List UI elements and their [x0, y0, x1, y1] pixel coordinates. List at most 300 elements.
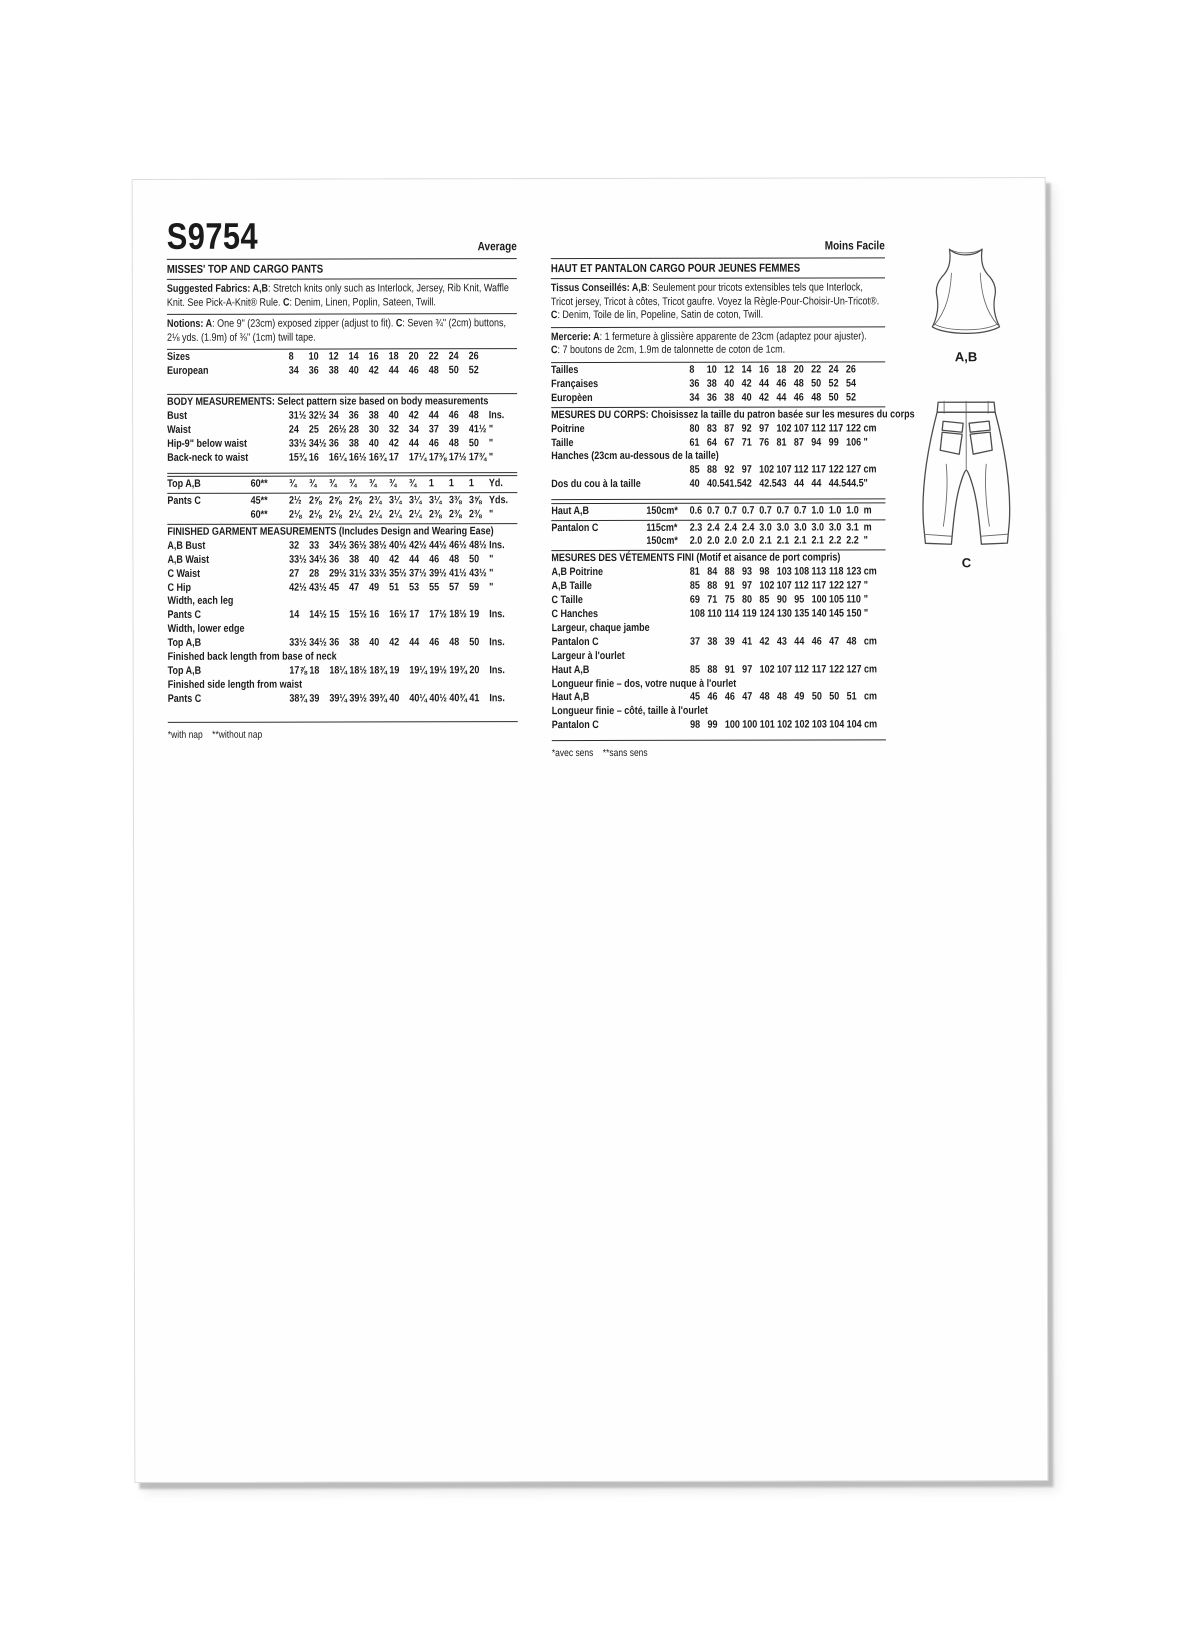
body-text: : Denim, Linen, Poplin, Sateen, Twill. [289, 295, 436, 309]
row-label: Waist [167, 423, 191, 436]
cell-value: 88 [707, 579, 718, 592]
section-header: Width, each leg [167, 595, 234, 608]
unit-label: " [488, 451, 494, 464]
section-header: Finished side length from waist [167, 678, 303, 691]
cell-value: 27 [289, 567, 300, 580]
body-text: : Stretch knits only such as Interlock, Jersey, Rib Knit, Waffle Knit. See Pick-A-Knit® Rule. [166, 282, 509, 309]
cell-value: 98 [690, 718, 701, 732]
cell-value: 3⅜ [448, 494, 462, 507]
cell-value: 61 [689, 436, 700, 449]
cell-value: 92 [741, 422, 752, 435]
finished-garment-table-fr [551, 551, 885, 734]
cell-value: 94 [811, 436, 822, 449]
cell-value: 105 [828, 593, 845, 606]
section-header: MESURES DU CORPS: Choisissez la taille du patron basée sur les mesures du corps [551, 408, 915, 421]
body-measurements-table-fr [551, 407, 915, 493]
unit-label: " [489, 566, 494, 579]
cell-value: 2¼ [388, 508, 402, 521]
cell-value: 44 [388, 364, 399, 377]
cell-value: 25 [308, 423, 319, 436]
cell-value: 127 [846, 463, 862, 476]
row-sub-label [647, 594, 690, 608]
cell-value: 34½ [329, 539, 347, 552]
cell-value: 97 [741, 463, 752, 476]
cell-value: 100 [811, 593, 827, 606]
cell-value: 48 [777, 690, 788, 704]
cell-value: 40 [741, 391, 752, 404]
section-header: Hanches (23cm au-dessous de la taille) [551, 450, 719, 463]
bold-lead-in: Tissus Conseillés: A,B [550, 281, 648, 295]
cell-value: 22 [811, 363, 822, 376]
row-label: Françaises [551, 377, 599, 390]
cell-value: 44 [793, 477, 804, 490]
cell-value: 3¼ [408, 494, 422, 507]
cell-value: 32½ [308, 409, 327, 422]
cell-value: 104 [846, 718, 862, 731]
cell-value: 24 [288, 423, 299, 436]
table-row [551, 391, 885, 406]
cell-value: 103 [811, 718, 827, 731]
row-label: A,B Poitrine [551, 566, 603, 579]
cell-value: 59 [469, 580, 480, 593]
section-header: Finished back length from base of neck [167, 650, 337, 663]
cell-value: 83 [706, 422, 717, 435]
unit-label [489, 351, 517, 365]
cell-value: 26 [468, 350, 479, 363]
cell-value: 12 [724, 363, 735, 376]
cell-value: 41.5 [724, 477, 742, 490]
yardage-top-table [167, 476, 517, 493]
cell-value: 104 [829, 718, 845, 731]
garment-title-fr: HAUT ET PANTALON CARGO POUR JEUNES FEMMES [550, 262, 801, 275]
cell-value: 91 [724, 663, 735, 676]
table-row [551, 580, 885, 595]
cell-value: 43 [776, 635, 787, 648]
row-sub-label [251, 692, 289, 706]
cell-value: 41½ [468, 423, 487, 436]
row-label: Pantalon C [551, 635, 599, 648]
cell-value: 17 [409, 608, 420, 621]
cell-value: 124 [759, 607, 775, 620]
table-row [167, 581, 517, 596]
row-label: Pantalon C [551, 719, 599, 732]
table-row [552, 663, 886, 678]
cell-value: 36 [308, 364, 319, 377]
cell-value: 71 [741, 436, 752, 449]
cell-value: 47 [742, 691, 753, 704]
cell-value: 40¼ [409, 692, 427, 705]
section-header: Largeur, chaque jambe [551, 621, 650, 634]
cell-value: 1.0 [811, 504, 824, 517]
cell-value: 2.1 [776, 535, 790, 548]
cell-value: 122 [829, 663, 845, 676]
unit-label: " [863, 593, 869, 606]
cell-value: ¾ [408, 477, 417, 490]
suggested-fabrics-text [167, 279, 517, 314]
row-sub-label [646, 464, 689, 478]
table-row [168, 609, 518, 624]
cell-value: 34½ [309, 636, 327, 649]
row-label: A,B Waist [167, 553, 210, 566]
row-label: C Waist [167, 567, 201, 580]
cell-value: 117 [811, 663, 827, 676]
cell-value: 0.7 [741, 504, 755, 517]
cell-value: 31½ [349, 567, 367, 580]
cell-value: 71 [707, 593, 718, 606]
cell-value: 130 [776, 607, 792, 620]
row-sub-label [646, 566, 689, 580]
cell-value: 122 [828, 579, 845, 592]
row-label [167, 509, 250, 523]
cell-value: 41 [742, 635, 753, 648]
cell-value: 17½ [429, 608, 447, 621]
cell-value: 40 [368, 437, 379, 450]
cell-value: 0.7 [759, 504, 772, 517]
cell-value: 3.0 [759, 521, 772, 534]
cell-value: 44 [409, 636, 420, 649]
cell-value: 46 [428, 437, 439, 450]
cell-value: 3.0 [811, 521, 824, 534]
cell-value: 107 [776, 463, 792, 476]
cell-value: 39½ [429, 566, 447, 579]
cell-value: 44 [811, 477, 822, 490]
cell-value: 16 [758, 363, 769, 376]
row-label: Taille [551, 436, 574, 449]
cell-value: 40 [348, 364, 359, 377]
cell-value: 51 [846, 690, 857, 703]
unit-label: Ins. [489, 636, 505, 649]
table-row [551, 566, 885, 581]
racerback-top-line-art [918, 244, 1014, 346]
table-row [167, 364, 517, 379]
table-row [551, 478, 885, 493]
cell-value: 0.7 [776, 504, 790, 517]
cell-value: 43 [776, 477, 787, 490]
unit-label [863, 363, 885, 377]
row-sub-label [251, 581, 289, 595]
cell-value: 48 [449, 553, 460, 566]
cell-value: 42.5 [759, 477, 777, 490]
cell-value: 34½ [308, 437, 327, 450]
row-sub-label [251, 665, 289, 679]
cell-value: 38 [328, 364, 339, 377]
cell-value: 20 [469, 664, 480, 677]
cell-value: 41½ [449, 566, 467, 579]
row-sub-label [646, 392, 689, 406]
cell-value: 122 [846, 422, 862, 435]
row-sub-label [251, 637, 289, 651]
cell-value: 42 [741, 377, 752, 390]
cell-value: 87 [724, 422, 735, 435]
unit-label: " [863, 579, 869, 592]
row-label: Hip-9" below waist [167, 437, 247, 450]
table-row [551, 521, 885, 536]
cell-value: 97 [742, 663, 753, 676]
cell-value: 48 [449, 636, 460, 649]
cell-value: 16 [369, 608, 380, 621]
section-header: BODY MEASUREMENTS: Select pattern size based on body measurements [167, 395, 489, 409]
cell-value: 34 [328, 409, 339, 422]
cell-value: 3.1 [846, 520, 859, 533]
row-sub-label: 45** [250, 494, 268, 507]
cell-value: 2¼ [408, 508, 422, 521]
cell-value: 50 [469, 636, 480, 649]
cell-value: ¾ [388, 477, 397, 490]
cell-value: 29½ [329, 567, 347, 580]
row-sub-label [251, 438, 289, 452]
cell-value: 34 [288, 364, 299, 377]
row-label: Haut A,B [551, 691, 590, 704]
cell-value: 2.4 [707, 521, 720, 534]
cell-value: 122 [828, 463, 844, 476]
unit-label: Yd. [488, 477, 503, 490]
unit-label: " [488, 437, 494, 450]
cell-value: 112 [811, 422, 826, 435]
cell-value: 36 [689, 377, 700, 390]
cell-value: 85 [689, 579, 700, 592]
cell-value: 102 [759, 463, 775, 476]
cell-value: 98 [759, 565, 770, 578]
unit-label [489, 364, 517, 378]
cell-value: 81 [776, 436, 787, 449]
row-sub-label [250, 410, 288, 424]
unit-label: " [863, 477, 868, 490]
cell-value: 40¾ [449, 692, 467, 705]
top-ab-illustration [891, 244, 1041, 364]
row-label: Haut A,B [551, 663, 590, 676]
row-label [551, 535, 646, 549]
cell-value: 2⅛ [308, 508, 322, 521]
cell-value: 38¾ [289, 692, 307, 705]
body-text: : 1 fermeture à glissière apparente de 23cm (adaptez pour ajuster). [599, 330, 867, 343]
tissus-conseilles-text [551, 278, 885, 326]
cell-value: 40 [388, 409, 399, 422]
row-sub-label [647, 719, 690, 733]
cell-value: 2.0 [707, 535, 720, 548]
cell-value: 47 [349, 581, 360, 594]
table-row [167, 451, 517, 466]
table-row [551, 436, 885, 451]
row-label: Back-neck to waist [167, 451, 249, 464]
row-sub-label: 60** [250, 477, 268, 490]
cell-value: 48½ [469, 539, 487, 552]
row-label: Top A,B [167, 478, 201, 491]
cell-value: 24 [448, 350, 459, 363]
cell-value: 17 [388, 451, 399, 464]
cell-value: 0.7 [794, 504, 807, 517]
cell-value: 42 [741, 477, 752, 490]
cell-value: ¾ [328, 477, 337, 490]
unit-label: Yds. [488, 494, 508, 507]
row-label: Top A,B [167, 664, 202, 677]
unit-label: m [863, 504, 872, 517]
cell-value: 48 [759, 691, 770, 704]
cell-value: 42 [388, 437, 399, 450]
cell-value: 39¾ [369, 692, 387, 705]
cell-value: 75 [724, 593, 735, 606]
cell-value: 40 [369, 553, 380, 566]
cell-value: 2¼ [348, 508, 362, 521]
unit-label: " [488, 423, 494, 436]
cell-value: 50 [469, 552, 480, 566]
cell-value: 38 [349, 553, 360, 566]
unit-label: " [488, 508, 494, 521]
cell-value: 39 [448, 423, 459, 436]
cell-value: 40 [689, 477, 700, 491]
cell-value: 22 [428, 350, 439, 363]
unit-label: Ins. [489, 664, 505, 677]
table-row [552, 635, 886, 650]
section-header: Width, lower edge [167, 623, 245, 636]
cell-value: 19¼ [409, 664, 427, 677]
cell-value: 80 [742, 593, 753, 606]
cell-value: 16¾ [368, 451, 387, 464]
table-row [551, 377, 885, 392]
cell-value: 47 [829, 635, 840, 648]
unit-label: Ins. [489, 608, 505, 621]
table-row [551, 422, 885, 437]
cell-value: 32 [289, 539, 300, 552]
cell-value: 46 [811, 635, 822, 648]
cell-value: ¾ [288, 477, 297, 490]
cell-value: 103 [776, 565, 792, 578]
cell-value: 43½ [309, 581, 327, 594]
cell-value: 127 [846, 663, 862, 676]
cell-value: 87 [793, 436, 804, 449]
section-header: FINISHED GARMENT MEASUREMENTS (Includes Design and Wearing Ease) [167, 525, 494, 538]
nap-footnote-en: *with nap **without nap [167, 729, 263, 741]
cell-value: 48 [846, 635, 857, 648]
cell-value: 42 [368, 364, 379, 377]
cell-value: 48 [428, 364, 439, 377]
cell-value: 1.0 [846, 504, 859, 517]
row-sub-label [646, 422, 689, 436]
cell-value: 88 [707, 663, 718, 676]
cell-value: 44 [408, 437, 419, 450]
row-sub-label [646, 436, 689, 450]
unit-label: " [863, 534, 868, 547]
cell-value: 19½ [429, 664, 447, 677]
cell-value: 117 [828, 422, 844, 435]
sizes-table-fr [551, 362, 885, 406]
cell-value: 17⅜ [428, 451, 447, 464]
cell-value: 33 [309, 539, 320, 552]
table-row [167, 567, 517, 582]
cell-value: 95 [794, 593, 805, 606]
row-sub-label: 150cm* [646, 535, 678, 548]
cell-value: 85 [689, 464, 700, 477]
cell-value: 26 [845, 363, 856, 376]
cell-value: 91 [724, 579, 735, 592]
cell-value: 46 [724, 691, 735, 704]
cell-value: 37 [428, 423, 439, 436]
cell-value: 42 [758, 391, 770, 404]
row-label: Dos du cou à la taille [551, 478, 641, 491]
row-sub-label [251, 451, 289, 465]
cell-value: 55 [429, 580, 440, 593]
cell-value: 8 [689, 363, 695, 376]
sizes-table-en [167, 350, 517, 381]
row-sub-label [250, 424, 288, 438]
row-sub-label [647, 691, 690, 705]
cell-value: 102 [759, 579, 775, 592]
nap-footnote-fr: *avec sens **sans sens [551, 748, 648, 760]
cell-value: 0.7 [707, 504, 720, 517]
cell-value: 33½ [289, 636, 307, 649]
cell-value: 52 [845, 391, 857, 404]
cell-value: 34½ [309, 553, 327, 566]
cell-value: 44.5 [828, 477, 847, 490]
cell-value: 36 [348, 409, 359, 422]
table-row [167, 508, 517, 523]
cell-value: 107 [776, 579, 792, 592]
cell-value: 107 [776, 663, 792, 676]
cell-value: 2.1 [794, 534, 807, 548]
cell-value: 69 [689, 593, 700, 606]
cell-value: 2⅜ [448, 508, 462, 521]
row-label: Haut A,B [551, 504, 589, 517]
cell-value: 85 [759, 593, 770, 606]
cell-value: 119 [742, 607, 757, 620]
cell-value: 40 [389, 692, 400, 705]
cell-value: 38 [706, 377, 717, 390]
cell-value: 49 [369, 581, 380, 594]
cell-value: 3.0 [828, 521, 842, 534]
cell-value: 2.2 [828, 534, 842, 547]
yardage-pants-table [167, 493, 517, 524]
cell-value: 20 [408, 350, 419, 363]
row-label: C Hip [167, 581, 192, 594]
cell-value: 57 [449, 580, 460, 593]
cell-value: 44 [794, 635, 805, 648]
cell-value: 15 [329, 608, 340, 621]
cell-value: 28 [309, 567, 320, 580]
cell-value: 0.6 [689, 504, 703, 517]
cell-value: 18½ [349, 664, 367, 677]
cell-value: ¾ [348, 477, 357, 490]
cell-value: 64 [706, 436, 717, 449]
cell-value: 39½ [349, 692, 367, 705]
cell-value: 112 [794, 579, 809, 592]
cell-value: 150 [846, 607, 862, 620]
table-row [551, 535, 885, 550]
table-row [167, 539, 517, 554]
pants-c-illustration [891, 394, 1041, 570]
cell-value: 2.0 [724, 535, 738, 548]
cell-value: 46 [429, 553, 440, 566]
cell-value: 3¼ [428, 494, 442, 507]
bold-lead-in: C [395, 317, 403, 330]
cell-value: 43½ [469, 566, 487, 579]
cell-value: 2.1 [811, 534, 825, 547]
cell-value: 17⅞ [289, 664, 307, 677]
row-label: Bust [167, 409, 188, 422]
cell-value: 16¼ [328, 451, 347, 464]
body-text: : One 9" (23cm) exposed zipper (adjust to fit). [212, 317, 396, 330]
cell-value: 19 [389, 664, 400, 677]
unit-label: cm [863, 662, 877, 676]
table-row [167, 553, 517, 568]
cell-value: 1 [468, 477, 474, 490]
cell-value: 17¾ [468, 451, 487, 464]
cell-value: 2⅛ [328, 508, 342, 521]
body-text: : Seven ¾" (2cm) buttons, 2⅛ yds. (1.9m) of ⅜" (1cm) twill tape. [166, 317, 507, 344]
cell-value: 99 [828, 435, 839, 448]
unit-label: Ins. [489, 539, 505, 552]
cell-value: 50 [811, 690, 822, 703]
cell-value: 117 [811, 579, 827, 592]
cell-value: 50 [811, 377, 822, 390]
